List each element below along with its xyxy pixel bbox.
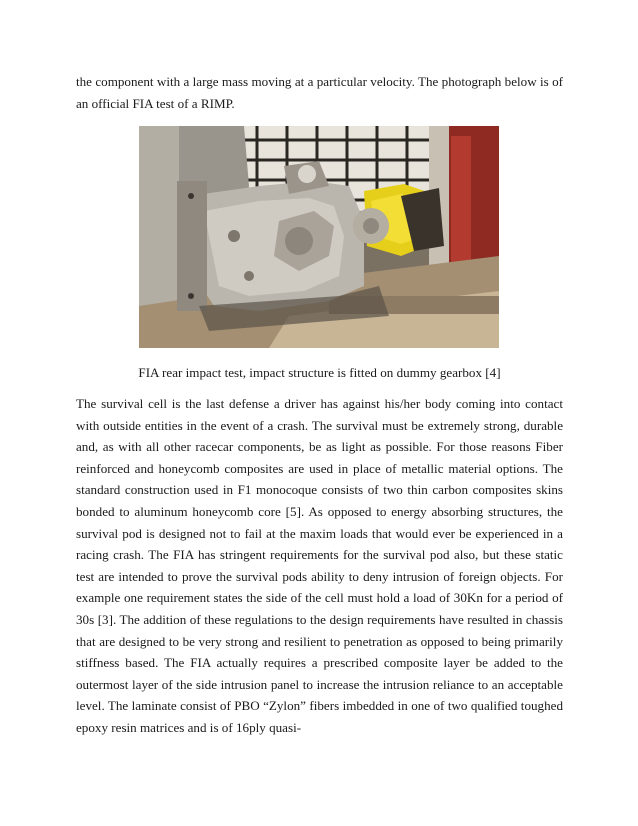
figure-photo bbox=[139, 126, 499, 348]
paragraph-intro: the component with a large mass moving at a particular velocity. The photograph below is of an official FIA test of a RIMP. bbox=[76, 74, 563, 111]
photo-rear-impact-test bbox=[139, 126, 499, 348]
figure-caption: FIA rear impact test, impact structure is fitted on dummy gearbox [4] bbox=[138, 365, 501, 380]
paragraph-survival-cell: The survival cell is the last defense a driver has against his/her body coming into contact with outside entities in the event of a crash. The survival must be extremely strong, durable and, as with all other racecar components, be as light as possible. For those reasons Fiber reinforced and honeycomb composites are used in place of metallic material options. The standard construction used in F1 monocoque consists of two thin carbon composites skins bonded to aluminum honeycomb core [5]. As opposed to energy absorbing structures, the survival pod is designed not to fail at the maxim loads that would ever be experienced in a racing crash. The FIA has stringent requirements for the survival pod also, but these static test are intended to prove the survival pods ability to deny intrusion of foreign objects. For example one requirement states the side of the cell must hold a load of 30Kn for a period of 30s [3]. The addition of these regulations to the design requirements have resulted in chassis that are designed to be very strong and resilient to penetration as opposed to being primarily stiffness based. The FIA actually requires a prescribed composite layer be added to the outermost layer of the side intrusion panel to increase the intrusion reliance to an acceptable level. The laminate consist of PBO “Zylon” fibers imbedded in one of two qualified toughed epoxy resin matrices and is of 16ply quasi- bbox=[76, 396, 563, 735]
